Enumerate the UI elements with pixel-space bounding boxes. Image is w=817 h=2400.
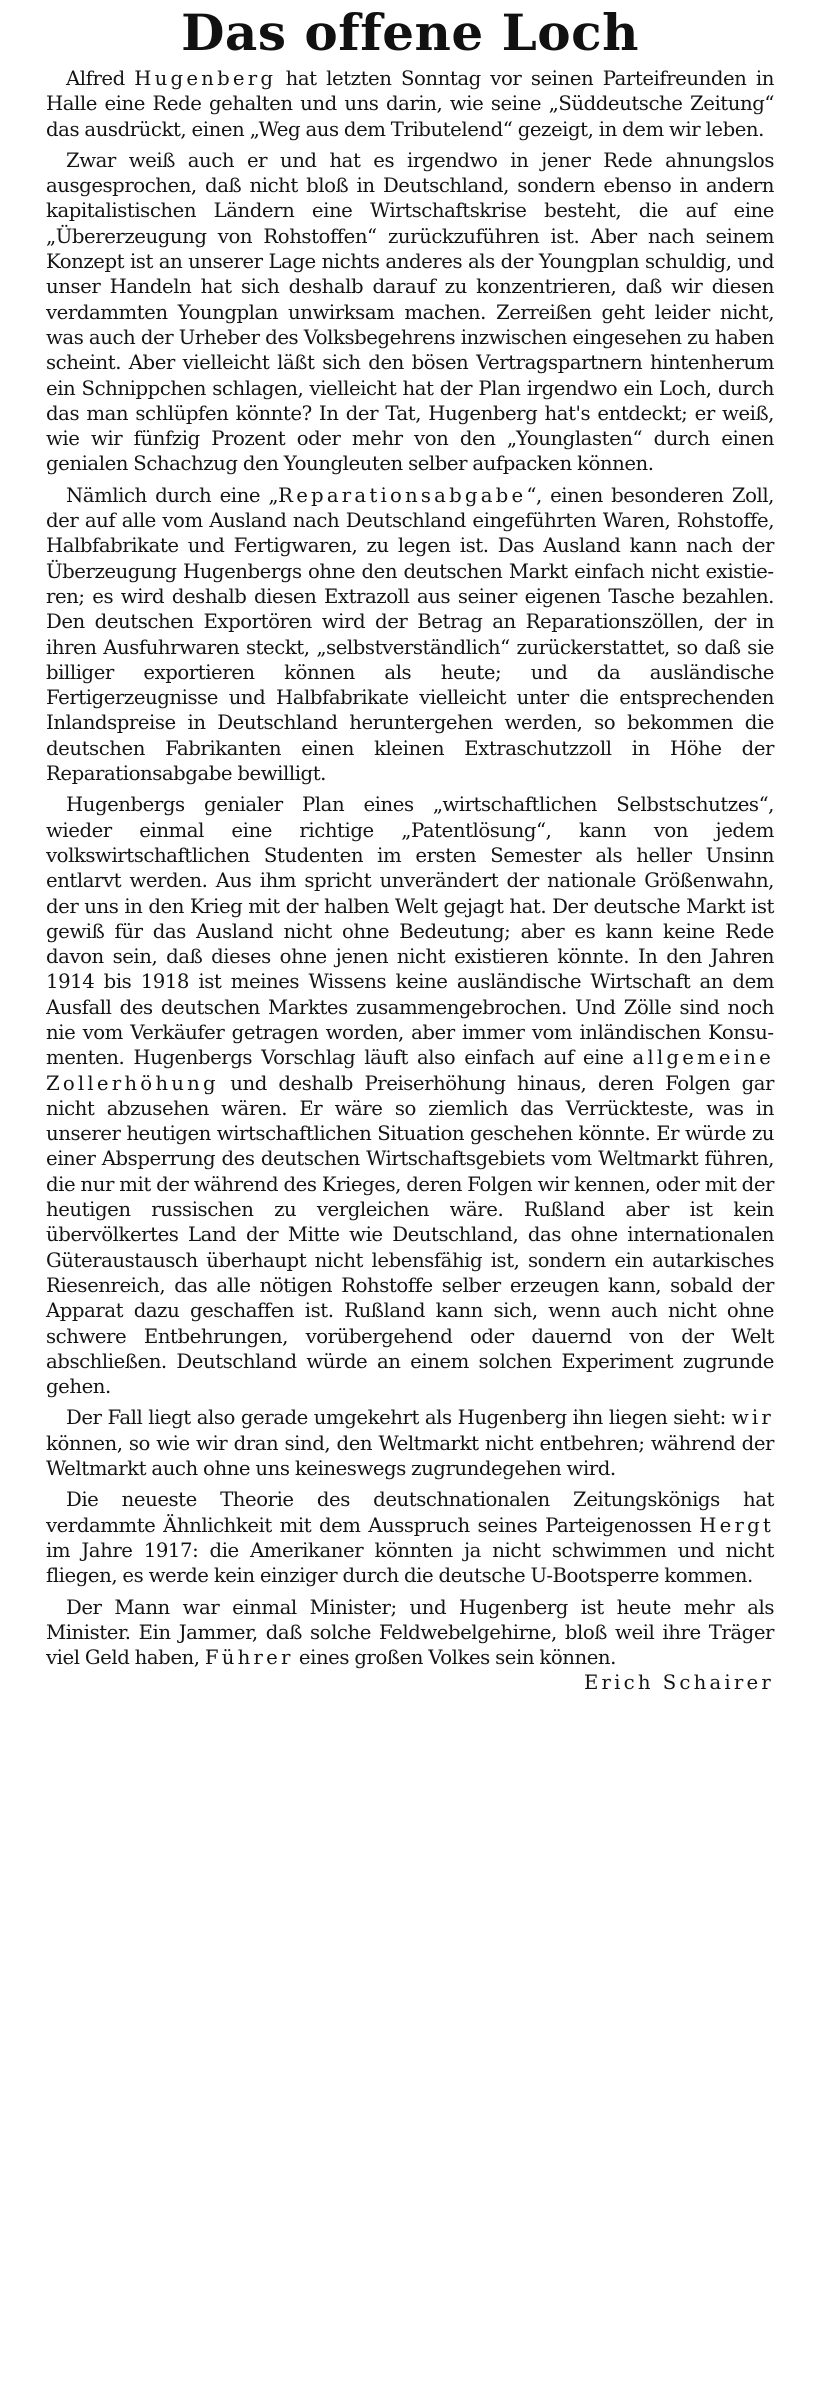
- text-run: Die neueste Theorie des deutschnationalen Zeitungskönigs hat verdammte Ähnlichkeit mit dem Ausspruch seines Parteigenossen: [46, 1488, 774, 1537]
- text-run: hat letzten Sonntag vor seinen Parteifreunden in Halle eine Rede gehalten und uns darin, wie seine „Süddeutsche Zeitung“ das ausdrückt, einen „Weg aus dem Tributelend“ gezeigt, in dem wir leben.: [46, 67, 774, 141]
- text-run: “, einen besonderen Zoll, der auf alle vom Ausland nach Deutschland eingeführten Waren, Rohstoffe, Halbfabrikate und Fertigwaren, zu legen ist. Das Ausland kann nach der Überzeugung Hugenbergs ohne den deutschen Markt einfach nicht existieren; es wird deshalb diesen Extrazoll aus seiner eigenen Tasche bezahlen. Den deutschen Exportören wird der Betrag an Reparationszöllen, der in ihren Ausfuhrwaren steckt, „selbstverständlich“ zurückerstattet, so daß sie billiger exportieren können als heute; und da ausländische Fertigerzeugnisse und Halbfabrikate vielleicht unter die entsprechenden Inlandspreise in Deutschland heruntergehen werden, so bekommen die deutschen Fabrikanten einen kleinen Extraschutzzoll in Höhe der Reparationsabgabe bewilligt.: [46, 483, 774, 786]
- article: [46, 4, 774, 1696]
- text-run: können, so wie wir dran sind, den Weltmarkt nicht entbehren; während der Weltmarkt auch ohne uns keineswegs zugrundegehen wird.: [46, 1431, 774, 1481]
- article-title: Das offene Loch: [181, 3, 639, 62]
- paragraph: [46, 1595, 774, 1695]
- paragraph: [46, 1405, 774, 1481]
- text-run: eines großen Volkes sein können.: [293, 1646, 616, 1670]
- emphasized-text: Hergt: [699, 1513, 774, 1537]
- paragraph: [46, 66, 774, 142]
- paragraph: [46, 483, 774, 787]
- text-run: Alfred: [66, 67, 135, 90]
- emphasized-text: Hugenberg: [134, 67, 277, 90]
- emphasized-text: Führer: [204, 1646, 294, 1670]
- text-run: Nämlich durch eine „: [66, 483, 279, 507]
- text-run: Hugenbergs genialer Plan eines „wirtschaftlichen Selbstschutzes“, wieder einmal eine richtige „Patentlösung“, kann von jedem volkswirtschaftlichen Studenten im ersten Semester als heller Unsinn entlarvt werden. Aus ihm spricht unverändert der nationale Größenwahn, der uns in den Krieg mit der halben Welt gejagt hat. Der deutsche Markt ist gewiß für das Ausland nicht ohne Bedeutung; aber es kann keine Rede davon sein, daß dieses ohne jenen nicht existieren könnte. In den Jahren 1914 bis 1918 ist meines Wissens keine ausländische Wirtschaft an dem Ausfall des deutschen Marktes zusammengebrochen. Und Zölle sind noch nie vom Verkäufer getragen worden, aber immer vom inländischen Konsumenten. Hugenbergs Vorschlag läuft also einfach auf eine: [46, 793, 774, 1070]
- author-signature: Erich Schairer: [583, 1671, 774, 1695]
- text-run: im Jahre 1917: die Amerikaner könnten ja nicht schwimmen und nicht fliegen, es werde kein einziger durch die deutsche U-Bootsperre kommen.: [46, 1538, 774, 1588]
- emphasized-text: allgemeine Zollerhöhung: [46, 1046, 774, 1095]
- paragraph: [46, 1487, 774, 1588]
- text-run: Der Mann war einmal Minister; und Hugenberg ist heute mehr als Minister. Ein Jammer, daß solche Feldwebelgehirne, bloß weil ihre Träger viel Geld haben,: [46, 1595, 774, 1670]
- paragraph: [46, 148, 774, 477]
- text-run: Der Fall liegt also gerade umgekehrt als Hugenberg ihn liegen sieht:: [66, 1406, 732, 1430]
- emphasized-text: Reparationsabgabe: [278, 483, 527, 507]
- text-run: und deshalb Preiserhöhung hinaus, deren Folgen gar nicht abzusehen wären. Er wäre so ziemlich das Verrückteste, was in unserer heutigen wirtschaftlichen Situation geschehen könnte. Er würde zu einer Absperrung des deutschen Wirtschaftsgebiets vom Weltmarkt führen, die nur mit der während des Krieges, deren Folgen wir kennen, oder mit der heutigen russischen zu vergleichen wäre. Rußland aber ist kein übervölkertes Land der Mitte wie Deutschland, das ohne internationalen Güteraustausch überhaupt nicht lebensfähig ist, sondern ein autarkisches Riesenreich, das alle nötigen Rohstoffe selber erzeugen kann, sobald der Apparat dazu geschaffen ist. Rußland kann sich, wenn auch nicht ohne schwere Entbehrungen, vorübergehend oder dauernd von der Welt abschließen. Deutschland würde an einem solchen Experiment zugrunde gehen.: [46, 1071, 774, 1399]
- text-run: Zwar weiß auch er und hat es irgendwo in jener Rede ahnungslos ausgesprochen, daß nicht bloß in Deutschland, sondern ebenso in andern kapitalistischen Ländern eine Wirtschaftskrise besteht, die auf eine „Übererzeugung von Rohstoffen“ zurückzuführen ist. Aber nach seinem Konzept ist an unserer Lage nichts anderes als der Youngplan schuldig, und unser Handeln hat sich deshalb darauf zu konzentrieren, daß wir diesen verdammten Youngplan unwirksam machen. Zerreißen geht leider nicht, was auch der Urheber des Volksbegehrens inzwischen eingesehen zu haben scheint. Aber vielleicht läßt sich den bösen Vertragspartnern hintenherum ein Schnippchen schlagen, vielleicht hat der Plan irgendwo ein Loch, durch das man schlüpfen könnte? In der Tat, Hugenberg hat's entdeckt; er weiß, wie wir fünfzig Prozent oder mehr von den „Younglasten“ durch einen genialen Schachzug den Youngleuten selber aufpacken können.: [46, 148, 774, 476]
- paragraph: [46, 792, 774, 1399]
- emphasized-text: wir: [731, 1406, 774, 1430]
- article-body: [46, 66, 774, 1695]
